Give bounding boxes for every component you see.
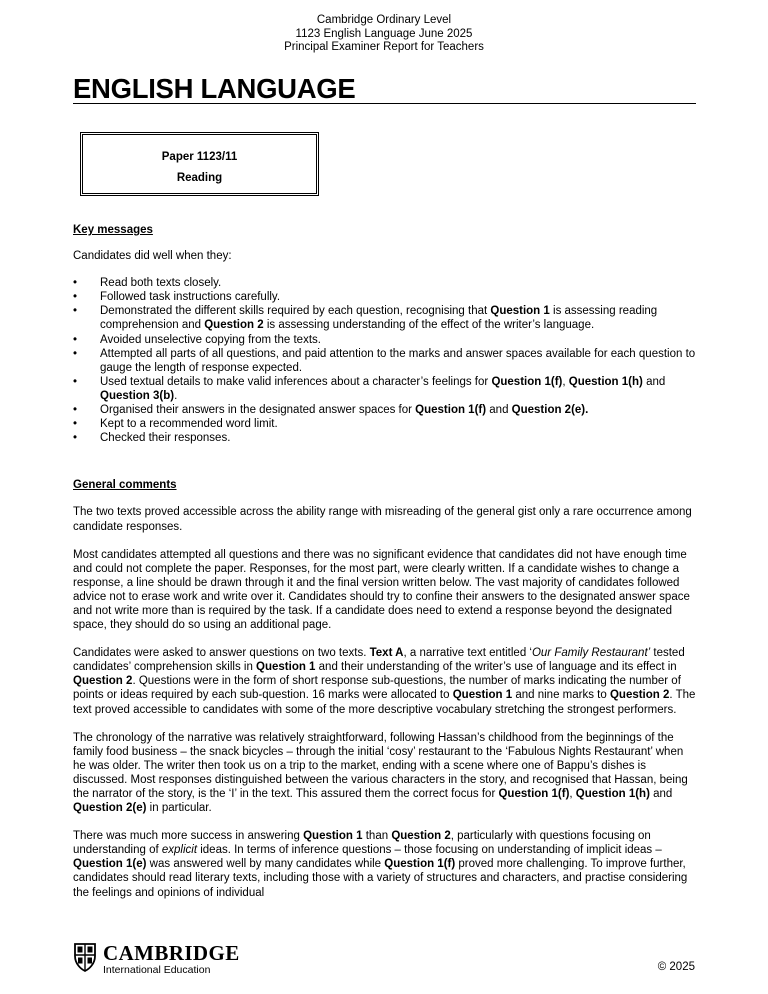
general-comment-paragraph: The chronology of the narrative was relatively straightforward, following Hassan’s childhood from the beginnings of the family food business – the snack bicycles – through the initial ‘cosy’ restaurant to the ‘Fabulous Nights Restaurant’ when he was older. The writer then took us on a trip to the market, ending with a scene where one of Bappu’s dishes is discussed. Most responses distinguished between the various characters in the story, and recognised that Hassan, being the narrator of the story, is the ‘I’ in the text. This assured them the correct focus for Question 1(f), Question 1(h) and Question 2(e) in particular. xyxy=(73,731,688,815)
paper-component: Reading xyxy=(176,172,223,184)
key-message-text: Demonstrated the different skills required by each question, recognising that Question 1 is assessing reading comprehension and Question 2 is assessing understanding of the effect of the writer’s language. xyxy=(100,305,658,332)
paper-number: Paper 1123/11 xyxy=(161,151,238,163)
key-message-text: Used textual details to make valid inferences about a character’s feelings for Question 1(f), Question 1(h) and Question 3(b). xyxy=(100,375,666,402)
report-body xyxy=(73,223,698,900)
key-message-text: Checked their responses. xyxy=(100,432,231,445)
general-comments-body xyxy=(73,505,698,899)
bullet-icon: • xyxy=(73,432,78,445)
key-message-item xyxy=(73,276,698,290)
title-rule xyxy=(73,103,696,104)
bullet-icon: • xyxy=(73,291,78,304)
general-comment-paragraph: The two texts proved accessible across the ability range with misreading of the general gist only a rare occurrence among candidate responses. xyxy=(73,506,692,533)
bullet-icon: • xyxy=(73,277,78,290)
bullet-icon: • xyxy=(73,333,78,346)
general-comment-paragraph: Most candidates attempted all questions and there was no significant evidence that candidates did not have enough time and could not complete the paper. Responses, for the most part, were clearly written. If a candidate wishes to change a response, a line should be drawn through it and the final version written below. The vast majority of candidates followed advice not to erase work and write over it. Candidates should try to confine their answers to the designated answer space and not write more than is required by the task. If a candidate does need to extend a response beyond the designated space, they should do so using an additional page. xyxy=(73,548,690,632)
bullet-icon: • xyxy=(73,305,78,318)
key-messages-list xyxy=(73,276,698,445)
key-message-text: Attempted all parts of all questions, and paid attention to the marks and answer spaces available for each question to gauge the length of response expected. xyxy=(100,347,696,374)
key-message-item xyxy=(73,290,698,304)
logo-subtitle: International Education xyxy=(103,964,211,976)
key-message-text: Followed task instructions carefully. xyxy=(100,291,281,304)
key-message-item xyxy=(73,375,698,403)
key-message-text: Kept to a recommended word limit. xyxy=(100,418,278,431)
key-message-item xyxy=(73,431,698,445)
cambridge-logo xyxy=(73,941,240,977)
key-messages-intro: Candidates did well when they: xyxy=(73,250,232,263)
key-message-text: Avoided unselective copying from the texts. xyxy=(100,333,321,346)
page-title: ENGLISH LANGUAGE xyxy=(73,73,356,104)
bullet-icon: • xyxy=(73,347,78,360)
key-message-item xyxy=(73,403,698,417)
shield-icon xyxy=(73,942,97,972)
general-comments-heading: General comments xyxy=(73,479,177,492)
header-syllabus: 1123 English Language June 2025 xyxy=(295,27,473,40)
general-comment-paragraph: There was much more success in answering Question 1 than Question 2, particularly with questions focusing on understanding of explicit ideas. In terms of inference questions – those focusing on understanding of implicit ideas – Question 1(e) was answered well by many candidates while Question 1(f) proved more challenging. To improve further, candidates should read literary texts, including those with a variety of structures and characters, and practise considering the feelings and opinions of individual xyxy=(73,830,688,899)
key-message-text: Organised their answers in the designated answer spaces for Question 1(f) and Question 2(e). xyxy=(100,404,589,417)
header-qualification: Cambridge Ordinary Level xyxy=(316,14,452,26)
key-message-item xyxy=(73,333,698,347)
paper-box xyxy=(80,132,319,196)
logo-wordmark: CAMBRIDGE xyxy=(103,941,240,965)
copyright: © 2025 xyxy=(657,961,695,973)
key-message-item xyxy=(73,304,698,332)
general-comment-paragraph: Candidates were asked to answer questions on two texts. Text A, a narrative text entitled ‘Our Family Restaurant’ tested candidates’ comprehension skills in Question 1 and their understanding of the writer’s use of language and its effect in Question 2. Questions were in the form of short response sub-questions, the number of marks indicating the number of points or ideas required by each sub-question. 16 marks were allocated to Question 1 and nine marks to Question 2. The text proved accessible to candidates with some of the more descriptive vocabulary stretching the strongest performers. xyxy=(73,647,696,716)
bullet-icon: • xyxy=(73,404,78,417)
bullet-icon: • xyxy=(73,375,78,388)
bullet-icon: • xyxy=(73,418,78,431)
key-message-item xyxy=(73,347,698,375)
key-message-text: Read both texts closely. xyxy=(100,277,222,290)
key-messages-heading: Key messages xyxy=(73,224,153,236)
page-header xyxy=(0,14,768,55)
key-message-item xyxy=(73,417,698,431)
header-report-type: Principal Examiner Report for Teachers xyxy=(284,41,484,54)
